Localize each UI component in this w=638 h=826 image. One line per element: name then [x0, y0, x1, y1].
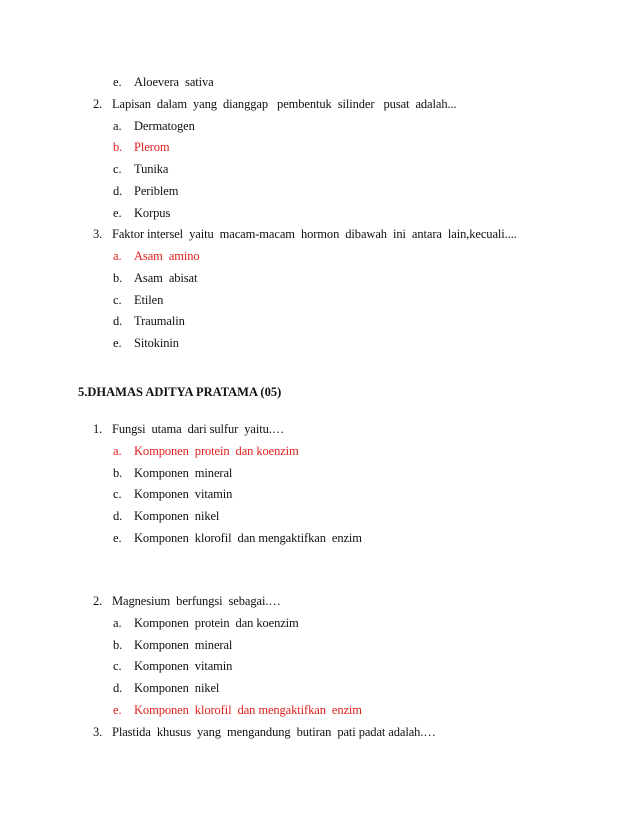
- option-text: Periblem: [134, 183, 179, 198]
- option-letter: b.: [113, 140, 123, 155]
- option-letter: b.: [113, 465, 123, 480]
- option-text: Aloevera sativa: [134, 75, 214, 89]
- question-number: 2.: [93, 96, 103, 111]
- option-letter: a.: [113, 443, 122, 458]
- question-text: Magnesium berfungsi sebagai.…: [112, 594, 281, 608]
- student-heading: 5.DHAMAS ADITYA PRATAMA (05): [78, 385, 282, 399]
- option-letter: d.: [113, 314, 123, 329]
- option-text: Korpus: [134, 205, 171, 220]
- option-text: Traumalin: [134, 314, 185, 329]
- option-letter: d.: [113, 509, 123, 524]
- option-letter: b.: [113, 637, 123, 652]
- question-text: Plastida khusus yang mengandung butiran pati padat adalah.…: [112, 724, 436, 739]
- option-text: Plerom: [134, 140, 170, 155]
- option-text: Sitokinin: [134, 336, 179, 350]
- question-text: Lapisan dalam yang dianggap pembentuk silinder pusat adalah...: [112, 96, 457, 111]
- option-letter: e.: [113, 531, 122, 545]
- option-text: Tunika: [134, 162, 169, 176]
- option-text: Etilen: [134, 292, 164, 307]
- option-letter: d.: [113, 183, 123, 198]
- option-text: Komponen protein dan koenzim: [134, 615, 299, 630]
- option-text: Komponen vitamin: [134, 659, 233, 674]
- option-letter: e.: [113, 702, 122, 717]
- option-letter: c.: [113, 292, 122, 307]
- option-letter: c.: [113, 487, 122, 502]
- option-letter: b.: [113, 270, 123, 285]
- option-letter: d.: [113, 681, 123, 695]
- option-letter: a.: [113, 118, 122, 133]
- question-number: 3.: [93, 724, 103, 739]
- option-letter: e.: [113, 75, 122, 89]
- option-letter: c.: [113, 659, 122, 674]
- question-number: 2.: [93, 594, 103, 608]
- question-text: Fungsi utama dari sulfur yaitu.…: [112, 422, 285, 436]
- option-text: Asam abisat: [134, 270, 198, 285]
- option-text: Komponen klorofil dan mengaktifkan enzim: [134, 702, 362, 717]
- option-text: Komponen mineral: [134, 637, 233, 652]
- option-letter: a.: [113, 249, 122, 263]
- question-text: Faktor intersel yaitu macam-macam hormon dibawah ini antara lain,kecuali....: [112, 227, 517, 242]
- option-text: Komponen mineral: [134, 465, 233, 480]
- option-text: Komponen vitamin: [134, 487, 233, 502]
- question-number: 3.: [93, 227, 103, 242]
- option-text: Dermatogen: [134, 118, 195, 133]
- option-text: Komponen klorofil dan mengaktifkan enzim: [134, 531, 362, 545]
- option-letter: e.: [113, 336, 122, 350]
- option-text: Komponen nikel: [134, 509, 220, 524]
- option-text: Komponen nikel: [134, 681, 220, 695]
- option-text: Komponen protein dan koenzim: [134, 443, 299, 458]
- option-letter: e.: [113, 205, 122, 220]
- option-text: Asam amino: [134, 249, 200, 263]
- option-letter: a.: [113, 615, 122, 630]
- question-number: 1.: [93, 422, 103, 436]
- option-letter: c.: [113, 162, 122, 176]
